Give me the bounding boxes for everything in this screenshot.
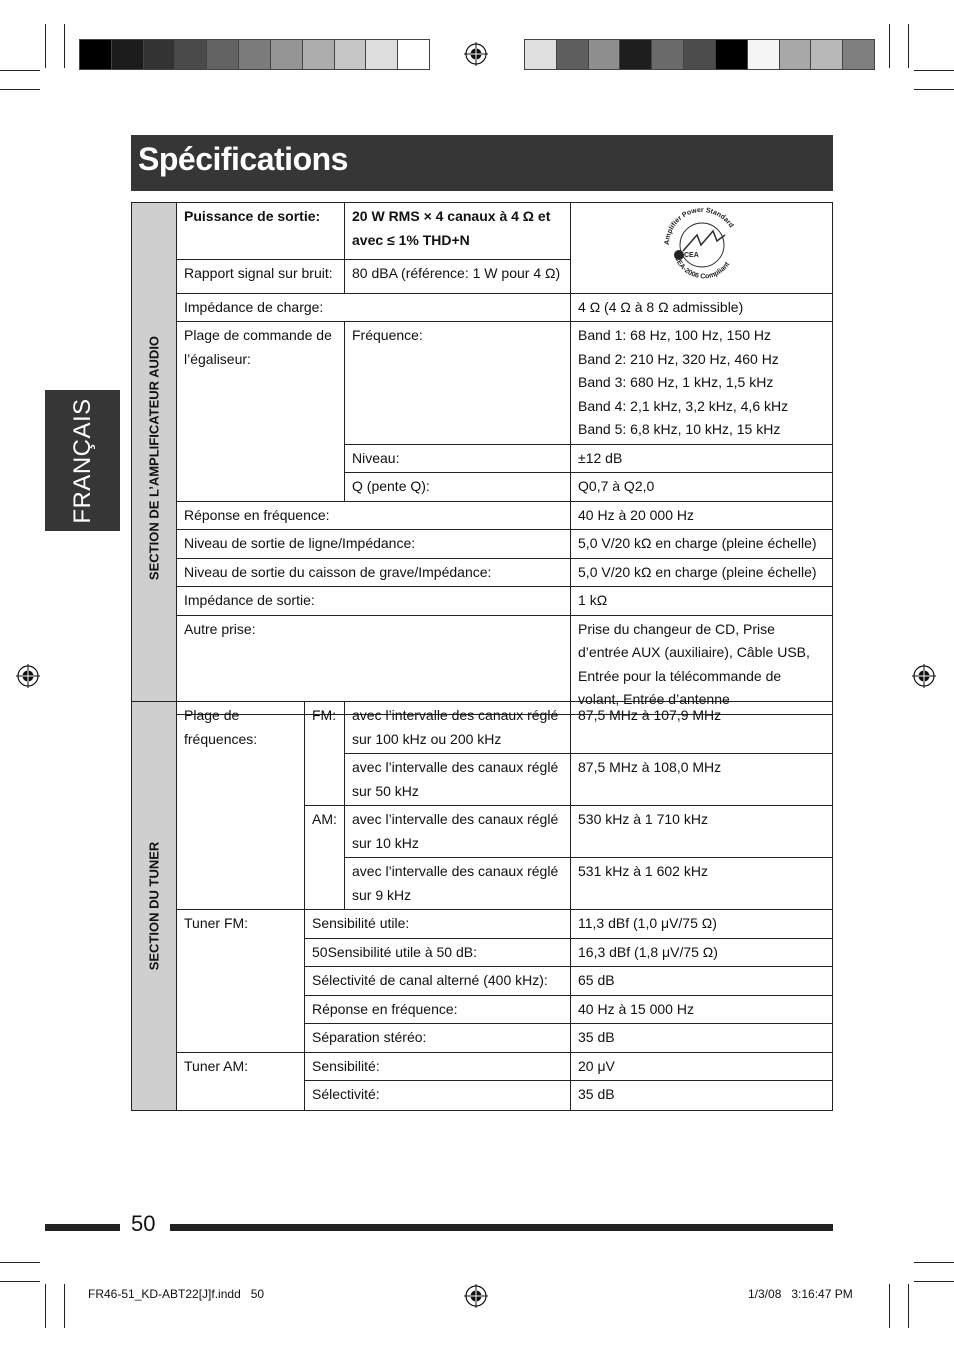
spec-sublabel: Réponse en fréquence: xyxy=(305,995,571,1024)
spec-value: 87,5 MHz à 107,9 MHz xyxy=(571,702,833,754)
crop-mark xyxy=(914,89,954,90)
color-swatch xyxy=(747,39,780,70)
spec-sublabel: Fréquence: xyxy=(345,322,571,445)
band-label-fm: FM: xyxy=(305,702,345,806)
crop-mark xyxy=(0,1281,40,1282)
band-label-am: AM: xyxy=(305,806,345,910)
spec-value: 5,0 V/20 kΩ en charge (pleine échelle) xyxy=(571,530,833,559)
spec-label: Niveau de sortie du caisson de grave/Impédance: xyxy=(177,558,571,587)
spec-value: 20 W RMS × 4 canaux à 4 Ω et avec ≤ 1% THD+N xyxy=(345,203,571,260)
color-swatch xyxy=(238,39,271,70)
footer-rule-right xyxy=(170,1224,833,1231)
registration-mark-icon xyxy=(912,664,936,688)
eq-band: Band 3: 680 Hz, 1 kHz, 1,5 kHz xyxy=(578,374,774,390)
crop-mark xyxy=(0,1262,40,1263)
page-number: 50 xyxy=(131,1211,156,1236)
spec-value: 530 kHz à 1 710 kHz xyxy=(571,806,833,858)
spec-value: 40 Hz à 20 000 Hz xyxy=(571,501,833,530)
spec-value: 4 Ω (4 Ω à 8 Ω admissible) xyxy=(571,293,833,322)
spec-condition: avec l’intervalle des canaux réglé sur 10 kHz xyxy=(345,806,571,858)
spec-sublabel: Sélectivité: xyxy=(305,1081,571,1111)
spec-sublabel: Séparation stéréo: xyxy=(305,1024,571,1053)
logo-top-text: Amplifier Power Standard xyxy=(663,206,735,246)
spec-value: 5,0 V/20 kΩ en charge (pleine échelle) xyxy=(571,558,833,587)
crop-mark xyxy=(889,1284,890,1328)
language-tab-label: FRANÇAIS xyxy=(68,397,96,524)
spec-sublabel: Sélectivité de canal alterné (400 kHz): xyxy=(305,967,571,996)
crop-mark xyxy=(45,1284,46,1328)
spec-value: 531 kHz à 1 602 kHz xyxy=(571,858,833,910)
color-swatch xyxy=(206,39,239,70)
spec-value: 11,3 dBf (1,0 μV/75 Ω) xyxy=(571,910,833,939)
registration-mark-icon xyxy=(16,664,40,688)
color-swatch xyxy=(619,39,652,70)
spec-sublabel: 50Sensibilité utile à 50 dB: xyxy=(305,938,571,967)
logo-bottom-text: CEA-2006 Compliant xyxy=(672,255,731,281)
page-title: Spécifications xyxy=(138,141,348,177)
spec-value: 40 Hz à 15 000 Hz xyxy=(571,995,833,1024)
color-swatch xyxy=(111,39,144,70)
crop-mark xyxy=(914,1262,954,1263)
spec-value: 1 kΩ xyxy=(571,587,833,616)
eq-band: Band 2: 210 Hz, 320 Hz, 460 Hz xyxy=(578,350,779,367)
spec-sublabel: Q (pente Q): xyxy=(345,473,571,502)
crop-mark xyxy=(914,70,954,71)
spec-label: Rapport signal sur bruit: xyxy=(177,260,345,293)
spec-value: Prise du changeur de CD, Prise d’entrée AUX (auxiliaire), Câble USB, Entrée pour la télécommande de volant, Entrée d’antenne xyxy=(571,615,833,714)
spec-sublabel: Sensibilité utile: xyxy=(305,910,571,939)
color-swatch xyxy=(715,39,748,70)
registration-mark-icon xyxy=(464,1284,488,1308)
crop-mark xyxy=(908,1284,909,1328)
spec-label: Autre prise: xyxy=(177,615,571,714)
footer-timestamp: 1/3/08 3:16:47 PM xyxy=(748,1287,853,1301)
spec-condition: avec l’intervalle des canaux réglé sur 100 kHz ou 200 kHz xyxy=(345,702,571,754)
footer-filename: FR46-51_KD-ABT22[J]f.indd 50 xyxy=(88,1287,265,1301)
eq-band: Band 5: 6,8 kHz, 10 kHz, 15 kHz xyxy=(578,421,781,437)
crop-mark xyxy=(889,24,890,68)
color-swatch xyxy=(302,39,335,70)
color-swatch xyxy=(365,39,398,70)
color-swatch xyxy=(683,39,716,70)
color-swatch xyxy=(779,39,812,70)
color-swatch xyxy=(270,39,303,70)
spec-label: Plage de commande de l’égaliseur: xyxy=(177,322,345,502)
audio-spec-table xyxy=(131,202,833,715)
crop-mark xyxy=(914,1281,954,1282)
spec-value: 80 dBA (référence: 1 W pour 4 Ω) xyxy=(345,260,571,293)
crop-mark xyxy=(0,89,40,90)
spec-value: 65 dB xyxy=(571,967,833,996)
crop-mark xyxy=(64,1284,65,1328)
color-swatch xyxy=(143,39,176,70)
spec-value: 16,3 dBf (1,8 μV/75 Ω) xyxy=(571,938,833,967)
cea-compliant-logo-icon xyxy=(657,205,747,283)
eq-band: Band 1: 68 Hz, 100 Hz, 150 Hz xyxy=(578,327,772,343)
section-label-audio: SECTION DE L’AMPLIFICATEUR AUDIO xyxy=(132,203,177,715)
color-swatch xyxy=(174,39,207,70)
page-title-bar xyxy=(131,135,833,191)
crop-mark xyxy=(0,70,40,71)
spec-condition: avec l’intervalle des canaux réglé sur 9 kHz xyxy=(345,858,571,910)
spec-label: Tuner FM: xyxy=(177,910,305,1053)
crop-mark xyxy=(45,24,46,68)
eq-band: Band 4: 2,1 kHz, 3,2 kHz, 4,6 kHz xyxy=(578,397,789,414)
tuner-spec-table xyxy=(131,701,833,1111)
color-swatch xyxy=(810,39,843,70)
color-swatch xyxy=(588,39,621,70)
spec-value: 20 μV xyxy=(571,1052,833,1081)
spec-label: Niveau de sortie de ligne/Impédance: xyxy=(177,530,571,559)
color-swatch xyxy=(556,39,589,70)
spec-value: 87,5 MHz à 108,0 MHz xyxy=(571,754,833,806)
color-swatch xyxy=(397,39,430,70)
color-swatch xyxy=(334,39,367,70)
spec-label: Tuner AM: xyxy=(177,1052,305,1111)
spec-label: Plage de fréquences: xyxy=(177,702,305,910)
language-tab xyxy=(45,390,120,531)
color-swatch xyxy=(79,39,112,70)
spec-value: Q0,7 à Q2,0 xyxy=(571,473,833,502)
spec-condition: avec l’intervalle des canaux réglé sur 50 kHz xyxy=(345,754,571,806)
spec-sublabel: Sensibilité: xyxy=(305,1052,571,1081)
spec-sublabel: Niveau: xyxy=(345,444,571,473)
color-swatch xyxy=(842,39,875,70)
crop-mark xyxy=(908,24,909,68)
spec-value: ±12 dB xyxy=(571,444,833,473)
section-label-tuner: SECTION DU TUNER xyxy=(132,702,177,1111)
eq-bands xyxy=(571,322,833,445)
spec-label: Puissance de sortie: xyxy=(177,203,345,260)
logo-mid-text: CEA xyxy=(683,252,699,259)
color-swatch xyxy=(524,39,557,70)
spec-value: 35 dB xyxy=(571,1081,833,1111)
spec-label: Réponse en fréquence: xyxy=(177,501,571,530)
spec-label: Impédance de sortie: xyxy=(177,587,571,616)
cea-logo xyxy=(571,203,833,294)
registration-mark-icon xyxy=(464,42,488,66)
color-swatch xyxy=(651,39,684,70)
footer-rule-left xyxy=(45,1224,120,1231)
spec-value: 35 dB xyxy=(571,1024,833,1053)
crop-mark xyxy=(64,24,65,68)
spec-label: Impédance de charge: xyxy=(177,293,571,322)
